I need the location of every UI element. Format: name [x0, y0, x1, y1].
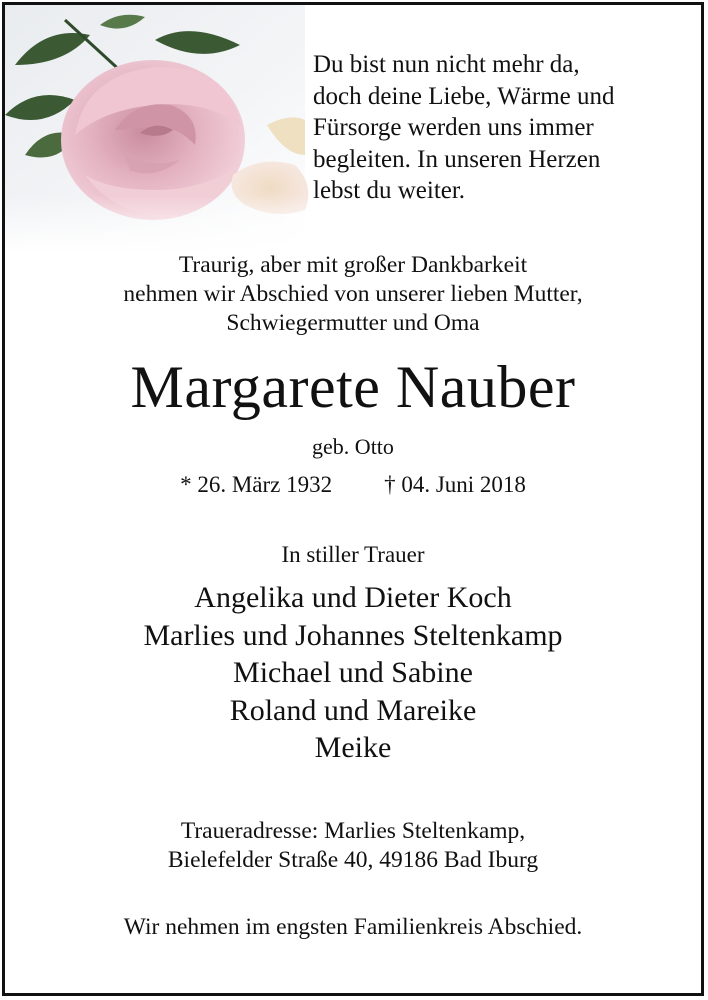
mourner-name: Michael und Sabine: [233, 656, 473, 689]
death-date: † 04. Juni 2018: [384, 472, 526, 497]
obituary-card: [2, 2, 704, 996]
maiden-name: geb. Otto: [312, 434, 394, 459]
life-dates: [5, 471, 701, 499]
intro-text: [5, 251, 701, 338]
intro-line: Schwiegermutter und Oma: [226, 310, 480, 336]
closing-note: Wir nehmen im engsten Familienkreis Abschied.: [123, 914, 583, 940]
poem-line: Fürsorge werden uns immer: [313, 114, 594, 141]
mourners-list: [5, 579, 701, 767]
memorial-poem: [313, 49, 673, 207]
mourners-label: In stiller Trauer: [281, 542, 425, 567]
deceased-name: Margarete Nauber: [130, 354, 576, 420]
mourning-address: [5, 817, 701, 875]
mourner-name: Meike: [314, 731, 392, 764]
mourner-name: Roland und Mareike: [229, 693, 477, 727]
poem-line: Du bist nun nicht mehr da,: [313, 51, 580, 78]
poem-line: doch deine Liebe, Wärme und: [313, 82, 615, 110]
mourner-name: Marlies und Johannes Steltenkamp: [143, 618, 563, 652]
mourner-name: Angelika und Dieter Koch: [194, 581, 512, 614]
address-line: Bielefelder Straße 40, 49186 Bad Iburg: [167, 847, 539, 873]
address-line: Traueradresse: Marlies Steltenkamp,: [180, 818, 526, 844]
poem-line: lebst du weiter.: [313, 177, 466, 204]
birth-date: * 26. März 1932: [180, 472, 333, 497]
intro-line: Traurig, aber mit großer Dankbarkeit: [178, 252, 528, 278]
poem-line: begleiten. In unseren Herzen: [313, 145, 601, 173]
intro-line: nehmen wir Abschied von unserer lieben Mutter,: [123, 281, 583, 307]
